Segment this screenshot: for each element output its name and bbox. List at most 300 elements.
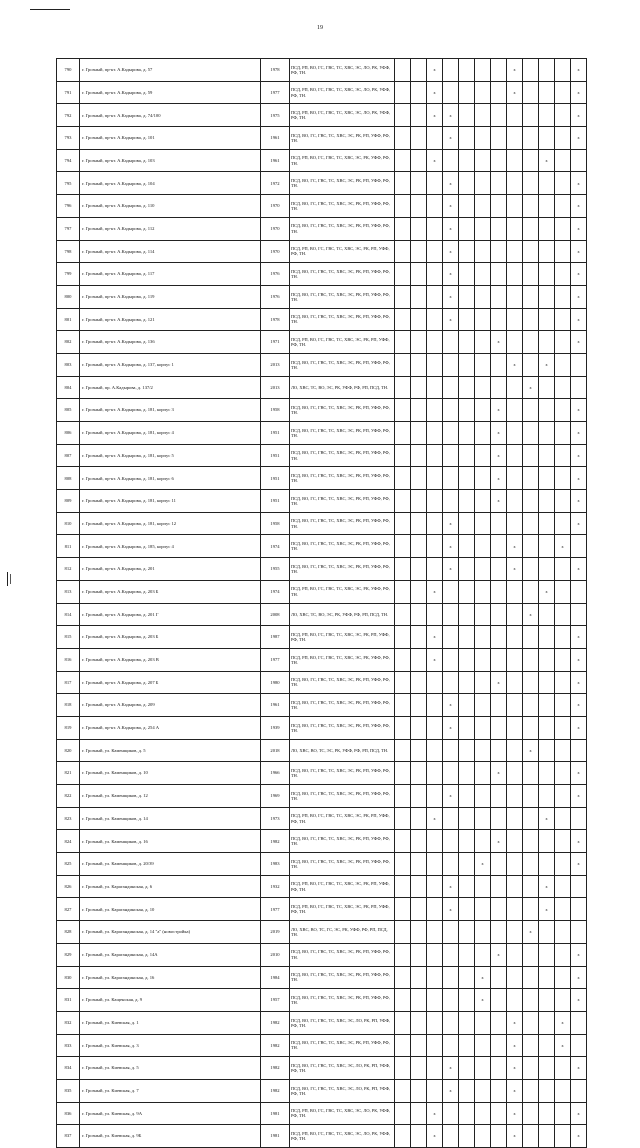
year-mark-cell [395, 399, 411, 422]
year-mark-cell [507, 422, 523, 445]
year-mark-cell [443, 671, 459, 694]
year-mark-cell [523, 648, 539, 671]
year-mark-cell: x [427, 626, 443, 649]
row-number-cell: 797 [57, 217, 80, 240]
year-mark-cell [475, 762, 491, 785]
year-mark-cell [507, 648, 523, 671]
year-mark-cell [555, 376, 571, 399]
year-mark-cell [475, 1102, 491, 1125]
year-mark-cell [475, 422, 491, 445]
works-list-cell: ПСД, ВО, ГС, ГВС, ТС, ХВС, ЭС, РК, РП, УФФ, РФ, ТН. [290, 762, 395, 785]
year-mark-cell: x [523, 603, 539, 626]
year-mark-cell: x [443, 217, 459, 240]
year-mark-cell [539, 422, 555, 445]
year-mark-cell [507, 217, 523, 240]
year-mark-cell: x [571, 81, 587, 104]
year-mark-cell [411, 376, 427, 399]
table-row [57, 195, 587, 218]
year-mark-cell: x [571, 240, 587, 263]
year-mark-cell: x [427, 580, 443, 603]
works-list-cell: ПСД, ВО, ГС, ГВС, ТС, ХВС, ЭС, ЛО, РК, РП, УФФ, РФ, ТН. [290, 1057, 395, 1080]
year-mark-cell [555, 467, 571, 490]
year-mark-cell [539, 240, 555, 263]
year-mark-cell [411, 1079, 427, 1102]
year-cell: 1951 [261, 490, 290, 513]
row-number-cell: 796 [57, 195, 80, 218]
year-cell: 1951 [261, 444, 290, 467]
year-mark-cell [459, 898, 475, 921]
year-mark-cell [427, 1057, 443, 1080]
table-row [57, 989, 587, 1012]
year-mark-cell [459, 603, 475, 626]
year-mark-cell [475, 716, 491, 739]
year-mark-cell [459, 149, 475, 172]
year-mark-cell [523, 1079, 539, 1102]
row-number-cell: 823 [57, 807, 80, 830]
year-mark-cell [539, 830, 555, 853]
year-mark-cell [395, 149, 411, 172]
table-row [57, 1125, 587, 1148]
works-list-cell: ПСД, ВО, ГС, ГВС, ТС, ХВС, ЭС, РК, РП, УФФ, РФ, ТН. [290, 172, 395, 195]
year-mark-cell [459, 422, 475, 445]
address-cell: г. Грозный, ул. Киевская, д. 3 [80, 1034, 261, 1057]
year-mark-cell [395, 308, 411, 331]
year-mark-cell [443, 853, 459, 876]
year-mark-cell: x [475, 989, 491, 1012]
year-mark-cell [491, 580, 507, 603]
year-mark-cell [443, 444, 459, 467]
year-cell: 1961 [261, 127, 290, 150]
year-mark-cell [427, 195, 443, 218]
year-mark-cell [475, 331, 491, 354]
year-mark-cell [395, 853, 411, 876]
row-number-cell: 816 [57, 648, 80, 671]
works-list-cell: ЛО, ХВС, ВО, ТС, ЭС, РК, УФФ, РФ, РП, ПСД, ТН. [290, 739, 395, 762]
row-number-cell: 831 [57, 989, 80, 1012]
works-list-cell: ЛО, ХВС, ТС, ВО, ЭС, РК, УФФ, РФ, РП, ПСД, ТН. [290, 376, 395, 399]
year-mark-cell [491, 308, 507, 331]
table-row [57, 603, 587, 626]
year-mark-cell [571, 535, 587, 558]
year-mark-cell: x [571, 1102, 587, 1125]
year-mark-cell [555, 1057, 571, 1080]
year-mark-cell [555, 875, 571, 898]
year-mark-cell [459, 308, 475, 331]
year-mark-cell [475, 59, 491, 82]
address-cell: г. Грозный, ул. Киевская, д. 9Б [80, 1125, 261, 1148]
address-cell: г. Грозный, пр-кт. А.Кадырова, д. 209 [80, 694, 261, 717]
year-mark-cell [443, 81, 459, 104]
year-mark-cell [539, 716, 555, 739]
year-mark-cell [555, 217, 571, 240]
year-mark-cell [507, 716, 523, 739]
year-cell: 1982 [261, 1079, 290, 1102]
year-mark-cell: x [491, 830, 507, 853]
table-row [57, 399, 587, 422]
year-mark-cell [443, 739, 459, 762]
table-row [57, 1011, 587, 1034]
year-cell: 1977 [261, 648, 290, 671]
year-mark-cell: x [443, 172, 459, 195]
year-mark-cell: x [475, 966, 491, 989]
year-mark-cell [523, 1011, 539, 1034]
year-mark-cell: x [443, 263, 459, 286]
year-mark-cell [475, 898, 491, 921]
year-mark-cell [411, 308, 427, 331]
year-mark-cell [443, 1034, 459, 1057]
year-mark-cell [491, 127, 507, 150]
year-mark-cell [443, 149, 459, 172]
year-mark-cell [555, 240, 571, 263]
year-mark-cell: x [571, 422, 587, 445]
row-number-cell: 805 [57, 399, 80, 422]
table-row [57, 558, 587, 581]
year-mark-cell [523, 59, 539, 82]
year-mark-cell [411, 149, 427, 172]
year-mark-cell [395, 172, 411, 195]
year-mark-cell [539, 603, 555, 626]
year-mark-cell [443, 331, 459, 354]
year-mark-cell [507, 467, 523, 490]
row-number-cell: 799 [57, 263, 80, 286]
row-number-cell: 825 [57, 853, 80, 876]
year-mark-cell [395, 240, 411, 263]
year-mark-cell [459, 580, 475, 603]
year-mark-cell: x [571, 989, 587, 1012]
year-mark-cell: x [427, 1125, 443, 1148]
year-mark-cell: x [571, 127, 587, 150]
year-mark-cell [555, 603, 571, 626]
year-mark-cell [475, 921, 491, 944]
year-mark-cell [555, 671, 571, 694]
year-mark-cell [443, 626, 459, 649]
year-mark-cell [539, 966, 555, 989]
year-mark-cell: x [443, 558, 459, 581]
year-mark-cell [507, 149, 523, 172]
year-mark-cell [555, 694, 571, 717]
row-number-cell: 818 [57, 694, 80, 717]
year-mark-cell [427, 353, 443, 376]
year-mark-cell [475, 943, 491, 966]
address-cell: г. Грозный, пр-кт. А.Кадырова, д. 254 А [80, 716, 261, 739]
year-mark-cell [523, 716, 539, 739]
works-list-cell: ПСД, РП, ВО, ГС, ГВС, ТС, ХВС, ЭС, РК, УФФ, РФ, ТН. [290, 648, 395, 671]
row-number-cell: 803 [57, 353, 80, 376]
year-mark-cell [555, 966, 571, 989]
year-mark-cell [539, 853, 555, 876]
year-mark-cell [427, 240, 443, 263]
works-list-cell: ПСД, ВО, ГС, ГВС, ТС, ХВС, ЭС, РК, РП, УФФ, РФ, ТН. [290, 399, 395, 422]
year-mark-cell [491, 285, 507, 308]
year-mark-cell [523, 898, 539, 921]
year-mark-cell [539, 217, 555, 240]
year-mark-cell [395, 648, 411, 671]
year-mark-cell [411, 81, 427, 104]
year-mark-cell [459, 104, 475, 127]
year-mark-cell: x [571, 785, 587, 808]
year-mark-cell [555, 149, 571, 172]
year-mark-cell [555, 626, 571, 649]
year-mark-cell [459, 195, 475, 218]
year-mark-cell [411, 172, 427, 195]
year-mark-cell [459, 558, 475, 581]
year-mark-cell [539, 943, 555, 966]
year-cell: 1972 [261, 172, 290, 195]
year-mark-cell [475, 807, 491, 830]
address-cell: г. Грозный, пр-кт. А.Кадырова, д. 201 Г [80, 603, 261, 626]
year-mark-cell [539, 59, 555, 82]
year-mark-cell [539, 195, 555, 218]
year-mark-cell [523, 331, 539, 354]
year-mark-cell [539, 1102, 555, 1125]
year-mark-cell [539, 331, 555, 354]
year-cell: 1982 [261, 1011, 290, 1034]
year-mark-cell: x [571, 490, 587, 513]
works-list-cell: ПСД, РП, ВО, ГС, ГВС, ТС, ХВС, ЭС, РК, РП, УФФ, РФ, ТН. [290, 807, 395, 830]
year-mark-cell [395, 285, 411, 308]
year-mark-cell [411, 263, 427, 286]
year-mark-cell [459, 943, 475, 966]
year-mark-cell [475, 240, 491, 263]
year-mark-cell [523, 422, 539, 445]
year-mark-cell [491, 172, 507, 195]
table-row [57, 172, 587, 195]
year-mark-cell: x [427, 1102, 443, 1125]
year-mark-cell [539, 1034, 555, 1057]
year-mark-cell [507, 921, 523, 944]
year-cell: 1955 [261, 558, 290, 581]
year-mark-cell [395, 467, 411, 490]
year-mark-cell: x [571, 671, 587, 694]
year-mark-cell [555, 558, 571, 581]
year-mark-cell [459, 217, 475, 240]
year-mark-cell [491, 1057, 507, 1080]
year-cell: 1958 [261, 512, 290, 535]
year-mark-cell [475, 1125, 491, 1148]
year-mark-cell: x [571, 399, 587, 422]
year-cell: 1951 [261, 467, 290, 490]
year-mark-cell [491, 989, 507, 1012]
table-row [57, 966, 587, 989]
year-cell: 2018 [261, 739, 290, 762]
year-mark-cell: x [507, 1079, 523, 1102]
year-mark-cell [571, 921, 587, 944]
margin-mark [7, 572, 8, 586]
table-row [57, 59, 587, 82]
year-cell: 1981 [261, 1102, 290, 1125]
table-row [57, 149, 587, 172]
year-mark-cell [539, 399, 555, 422]
year-mark-cell: x [443, 240, 459, 263]
year-mark-cell [523, 943, 539, 966]
year-mark-cell [443, 943, 459, 966]
works-list-cell: ПСД, ВО, ГС, ГВС, ТС, ХВС, ЭС, ЛО, РК, РП, УФФ, РФ, ТН. [290, 1011, 395, 1034]
year-mark-cell: x [507, 1102, 523, 1125]
address-cell: г. Грозный, пр-кт. А.Кадырова, д. 59 [80, 81, 261, 104]
table-row [57, 739, 587, 762]
year-mark-cell [427, 172, 443, 195]
year-mark-cell [491, 739, 507, 762]
year-mark-cell [475, 263, 491, 286]
works-list-cell: ПСД, РП, ВО, ГС, ГВС, ТС, ХВС, ЭС, ЛО, РК, УФФ, РФ, ТН. [290, 59, 395, 82]
table-row [57, 648, 587, 671]
year-mark-cell [523, 535, 539, 558]
address-cell: г. Грозный, пр-кт. А.Кадырова, д. 114 [80, 240, 261, 263]
address-cell: г. Грозный, пр-кт. А.Кадырова, д. 117 [80, 263, 261, 286]
year-cell: 1976 [261, 263, 290, 286]
year-mark-cell [459, 535, 475, 558]
address-cell: г. Грозный, пр-кт. А.Кадырова, д. 203 В [80, 648, 261, 671]
table-row [57, 921, 587, 944]
year-mark-cell [395, 376, 411, 399]
year-mark-cell [395, 785, 411, 808]
year-mark-cell [507, 966, 523, 989]
row-number-cell: 806 [57, 422, 80, 445]
year-mark-cell [459, 127, 475, 150]
year-mark-cell [523, 762, 539, 785]
year-mark-cell: x [443, 1079, 459, 1102]
year-mark-cell [475, 1079, 491, 1102]
year-mark-cell [523, 467, 539, 490]
year-mark-cell [395, 104, 411, 127]
year-mark-cell: x [571, 172, 587, 195]
year-mark-cell [507, 785, 523, 808]
year-mark-cell [507, 694, 523, 717]
address-cell: г. Грозный, пр. А.Кадырова, д. 137/2 [80, 376, 261, 399]
year-mark-cell: x [491, 671, 507, 694]
year-mark-cell [395, 739, 411, 762]
year-mark-cell [459, 807, 475, 830]
year-mark-cell: x [427, 59, 443, 82]
year-mark-cell [523, 558, 539, 581]
works-list-cell: ЛО, ХВС, ВО, ТС, ГС, ЭС, РК, УФФ, РФ, РП, ПСД, ТН. [290, 921, 395, 944]
year-mark-cell [507, 172, 523, 195]
works-list-cell: ПСД, ВО, ГС, ГВС, ТС, ХВС, ЭС, РК, РП, УФФ, РФ, ТН. [290, 671, 395, 694]
works-list-cell: ПСД, ВО, ГС, ГВС, ТС, ХВС, ЭС, РК, РП, УФФ, РФ, ТН. [290, 353, 395, 376]
table-row [57, 353, 587, 376]
year-mark-cell [395, 807, 411, 830]
year-mark-cell [411, 399, 427, 422]
row-number-cell: 822 [57, 785, 80, 808]
year-mark-cell [459, 694, 475, 717]
year-mark-cell [507, 807, 523, 830]
year-mark-cell [523, 807, 539, 830]
year-mark-cell [507, 830, 523, 853]
year-mark-cell [523, 512, 539, 535]
year-mark-cell [475, 1034, 491, 1057]
year-mark-cell [523, 671, 539, 694]
year-mark-cell [475, 467, 491, 490]
table-row [57, 671, 587, 694]
year-mark-cell: x [491, 467, 507, 490]
year-mark-cell [475, 1011, 491, 1034]
year-mark-cell: x [539, 353, 555, 376]
year-cell: 1976 [261, 285, 290, 308]
year-mark-cell [571, 580, 587, 603]
year-mark-cell [443, 353, 459, 376]
year-mark-cell [427, 898, 443, 921]
year-mark-cell [475, 376, 491, 399]
address-cell: г. Грозный, пр-кт. А.Кадырова, д. 181, корпус 3 [80, 399, 261, 422]
row-number-cell: 802 [57, 331, 80, 354]
year-mark-cell [539, 1057, 555, 1080]
year-mark-cell [555, 127, 571, 150]
year-mark-cell [571, 807, 587, 830]
row-number-cell: 804 [57, 376, 80, 399]
year-cell: 1983 [261, 853, 290, 876]
year-mark-cell: x [443, 308, 459, 331]
year-mark-cell [571, 1079, 587, 1102]
table-row [57, 1102, 587, 1125]
works-list-cell: ПСД, ВО, ГС, ГВС, ТС, ХВС, ЭС, РК, РП, УФФ, РФ, ТН. [290, 966, 395, 989]
year-mark-cell [411, 603, 427, 626]
year-mark-cell [523, 217, 539, 240]
year-mark-cell [491, 603, 507, 626]
year-mark-cell: x [491, 444, 507, 467]
year-mark-cell [395, 263, 411, 286]
year-mark-cell [507, 943, 523, 966]
address-cell: г. Грозный, ул. Кащенская, д. 9 [80, 989, 261, 1012]
year-mark-cell [475, 626, 491, 649]
year-mark-cell [571, 898, 587, 921]
year-mark-cell [523, 580, 539, 603]
year-mark-cell: x [571, 853, 587, 876]
year-mark-cell: x [491, 331, 507, 354]
year-mark-cell: x [507, 59, 523, 82]
year-mark-cell [555, 898, 571, 921]
year-mark-cell [571, 353, 587, 376]
works-list-cell: ПСД, ВО, ГС, ГВС, ТС, ХВС, ЭС, РК, РП, УФФ, РФ, ТН. [290, 1034, 395, 1057]
address-cell: г. Грозный, пр-кт. А.Кадырова, д. 201 [80, 558, 261, 581]
address-cell: г. Грозный, пр-кт. А.Кадырова, д. 103 [80, 149, 261, 172]
year-cell: 2013 [261, 353, 290, 376]
year-mark-cell [427, 1011, 443, 1034]
year-cell: 1982 [261, 830, 290, 853]
year-mark-cell: x [523, 921, 539, 944]
year-mark-cell [539, 762, 555, 785]
row-number-cell: 793 [57, 127, 80, 150]
year-mark-cell [411, 785, 427, 808]
year-mark-cell [523, 104, 539, 127]
year-mark-cell [507, 603, 523, 626]
table-row [57, 898, 587, 921]
year-mark-cell [427, 467, 443, 490]
year-mark-cell [491, 966, 507, 989]
year-mark-cell [459, 853, 475, 876]
address-cell: г. Грозный, пр-кт. А.Кадырова, д. 207 Б [80, 671, 261, 694]
year-cell: 1969 [261, 785, 290, 808]
year-mark-cell [475, 535, 491, 558]
table-row [57, 81, 587, 104]
year-mark-cell [555, 807, 571, 830]
year-mark-cell [411, 195, 427, 218]
year-mark-cell [475, 785, 491, 808]
row-number-cell: 791 [57, 81, 80, 104]
year-mark-cell: x [555, 1011, 571, 1034]
table-row [57, 331, 587, 354]
works-list-cell: ПСД, РП, ВО, ГС, ГВС, ТС, ХВС, ЭС, РК, РП, УФФ, РФ, ТН. [290, 240, 395, 263]
address-cell: г. Грозный, пр-кт. А.Кадырова, д. 101 [80, 127, 261, 150]
year-mark-cell: x [539, 875, 555, 898]
row-number-cell: 808 [57, 467, 80, 490]
year-mark-cell [395, 580, 411, 603]
year-mark-cell [459, 353, 475, 376]
year-mark-cell: x [571, 512, 587, 535]
year-mark-cell: x [571, 694, 587, 717]
year-mark-cell [571, 603, 587, 626]
table-row [57, 853, 587, 876]
table-row [57, 580, 587, 603]
